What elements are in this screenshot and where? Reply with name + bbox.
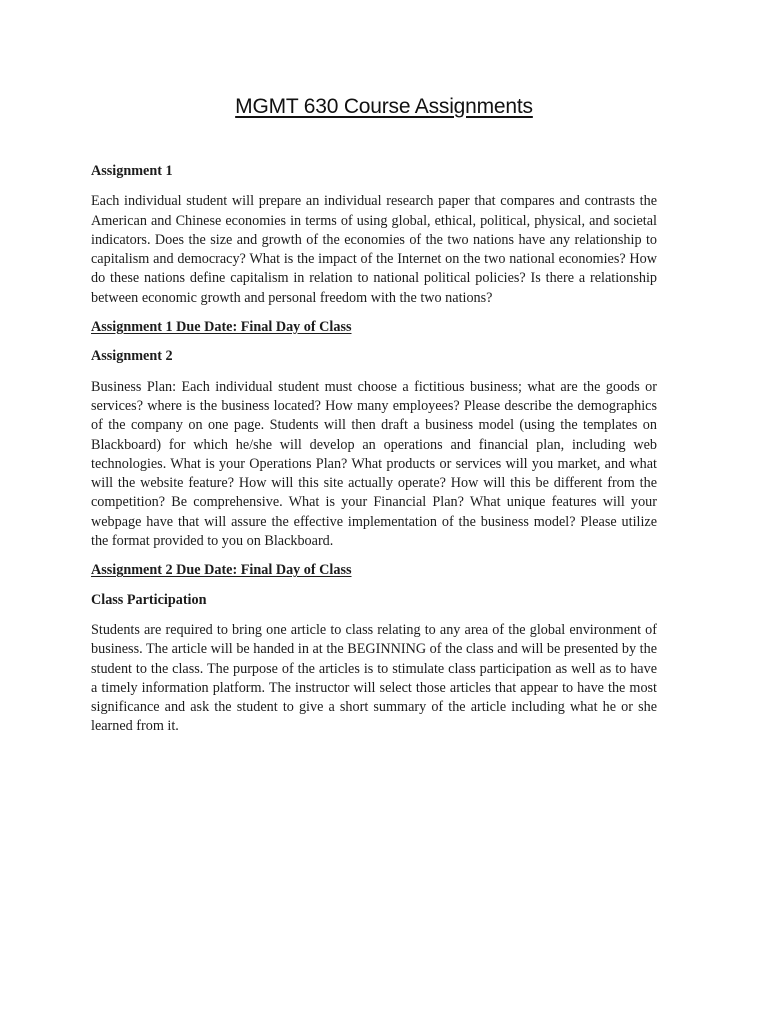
assignment-2-heading: Assignment 2 xyxy=(91,348,173,365)
assignment-2-description: Business Plan: Each individual student must choose a fictitious business; what are the goods or services? where is the business located? How many employees? Please describe the demographics of the company on one page. Students will then draft a business model (using the templates on Blackboard) for which he/she will develop an operations and financial plan, including web technologies. What is your Operations Plan? What products or services will you market, and what will the website feature? How will this site actually operate? How will this be different from the competition? Be comprehensive. What is your Financial Plan? What unique features will your webpage have that will assure the effective implementation of the business model? Please utilize the format provided to you on Blackboard. xyxy=(91,378,657,550)
assignment-1-description: Each individual student will prepare an individual research paper that compares and contrasts the American and Chinese economies in terms of using global, ethical, political, physical, and societal indicators. Does the size and growth of the economies of the two nations have any relationship to capitalism and democracy? What is the impact of the Internet on the two national economies? How do these nations define capitalism in relation to national political policies? Is there a relationship between economic growth and personal freedom with the two nations? xyxy=(91,193,657,306)
assignment-2-due-date: Assignment 2 Due Date: Final Day of Class xyxy=(91,562,352,579)
page-title: MGMT 630 Course Assignments xyxy=(235,95,533,118)
class-participation-description: Students are required to bring one article to class relating to any area of the global environment of business. The article will be handed in at the BEGINNING of the class and will be presented by the student to the class. The purpose of the articles is to stimulate class participation as well as to have a timely information platform. The instructor will select those articles that appear to have the most significance and ask the student to give a short summary of the article including what he or she learned from it. xyxy=(91,621,657,735)
class-participation-heading: Class Participation xyxy=(91,591,207,608)
document-body xyxy=(91,162,657,737)
assignment-1-heading: Assignment 1 xyxy=(91,163,173,179)
assignment-1-due-date: Assignment 1 Due Date: Final Day of Class xyxy=(91,319,352,336)
